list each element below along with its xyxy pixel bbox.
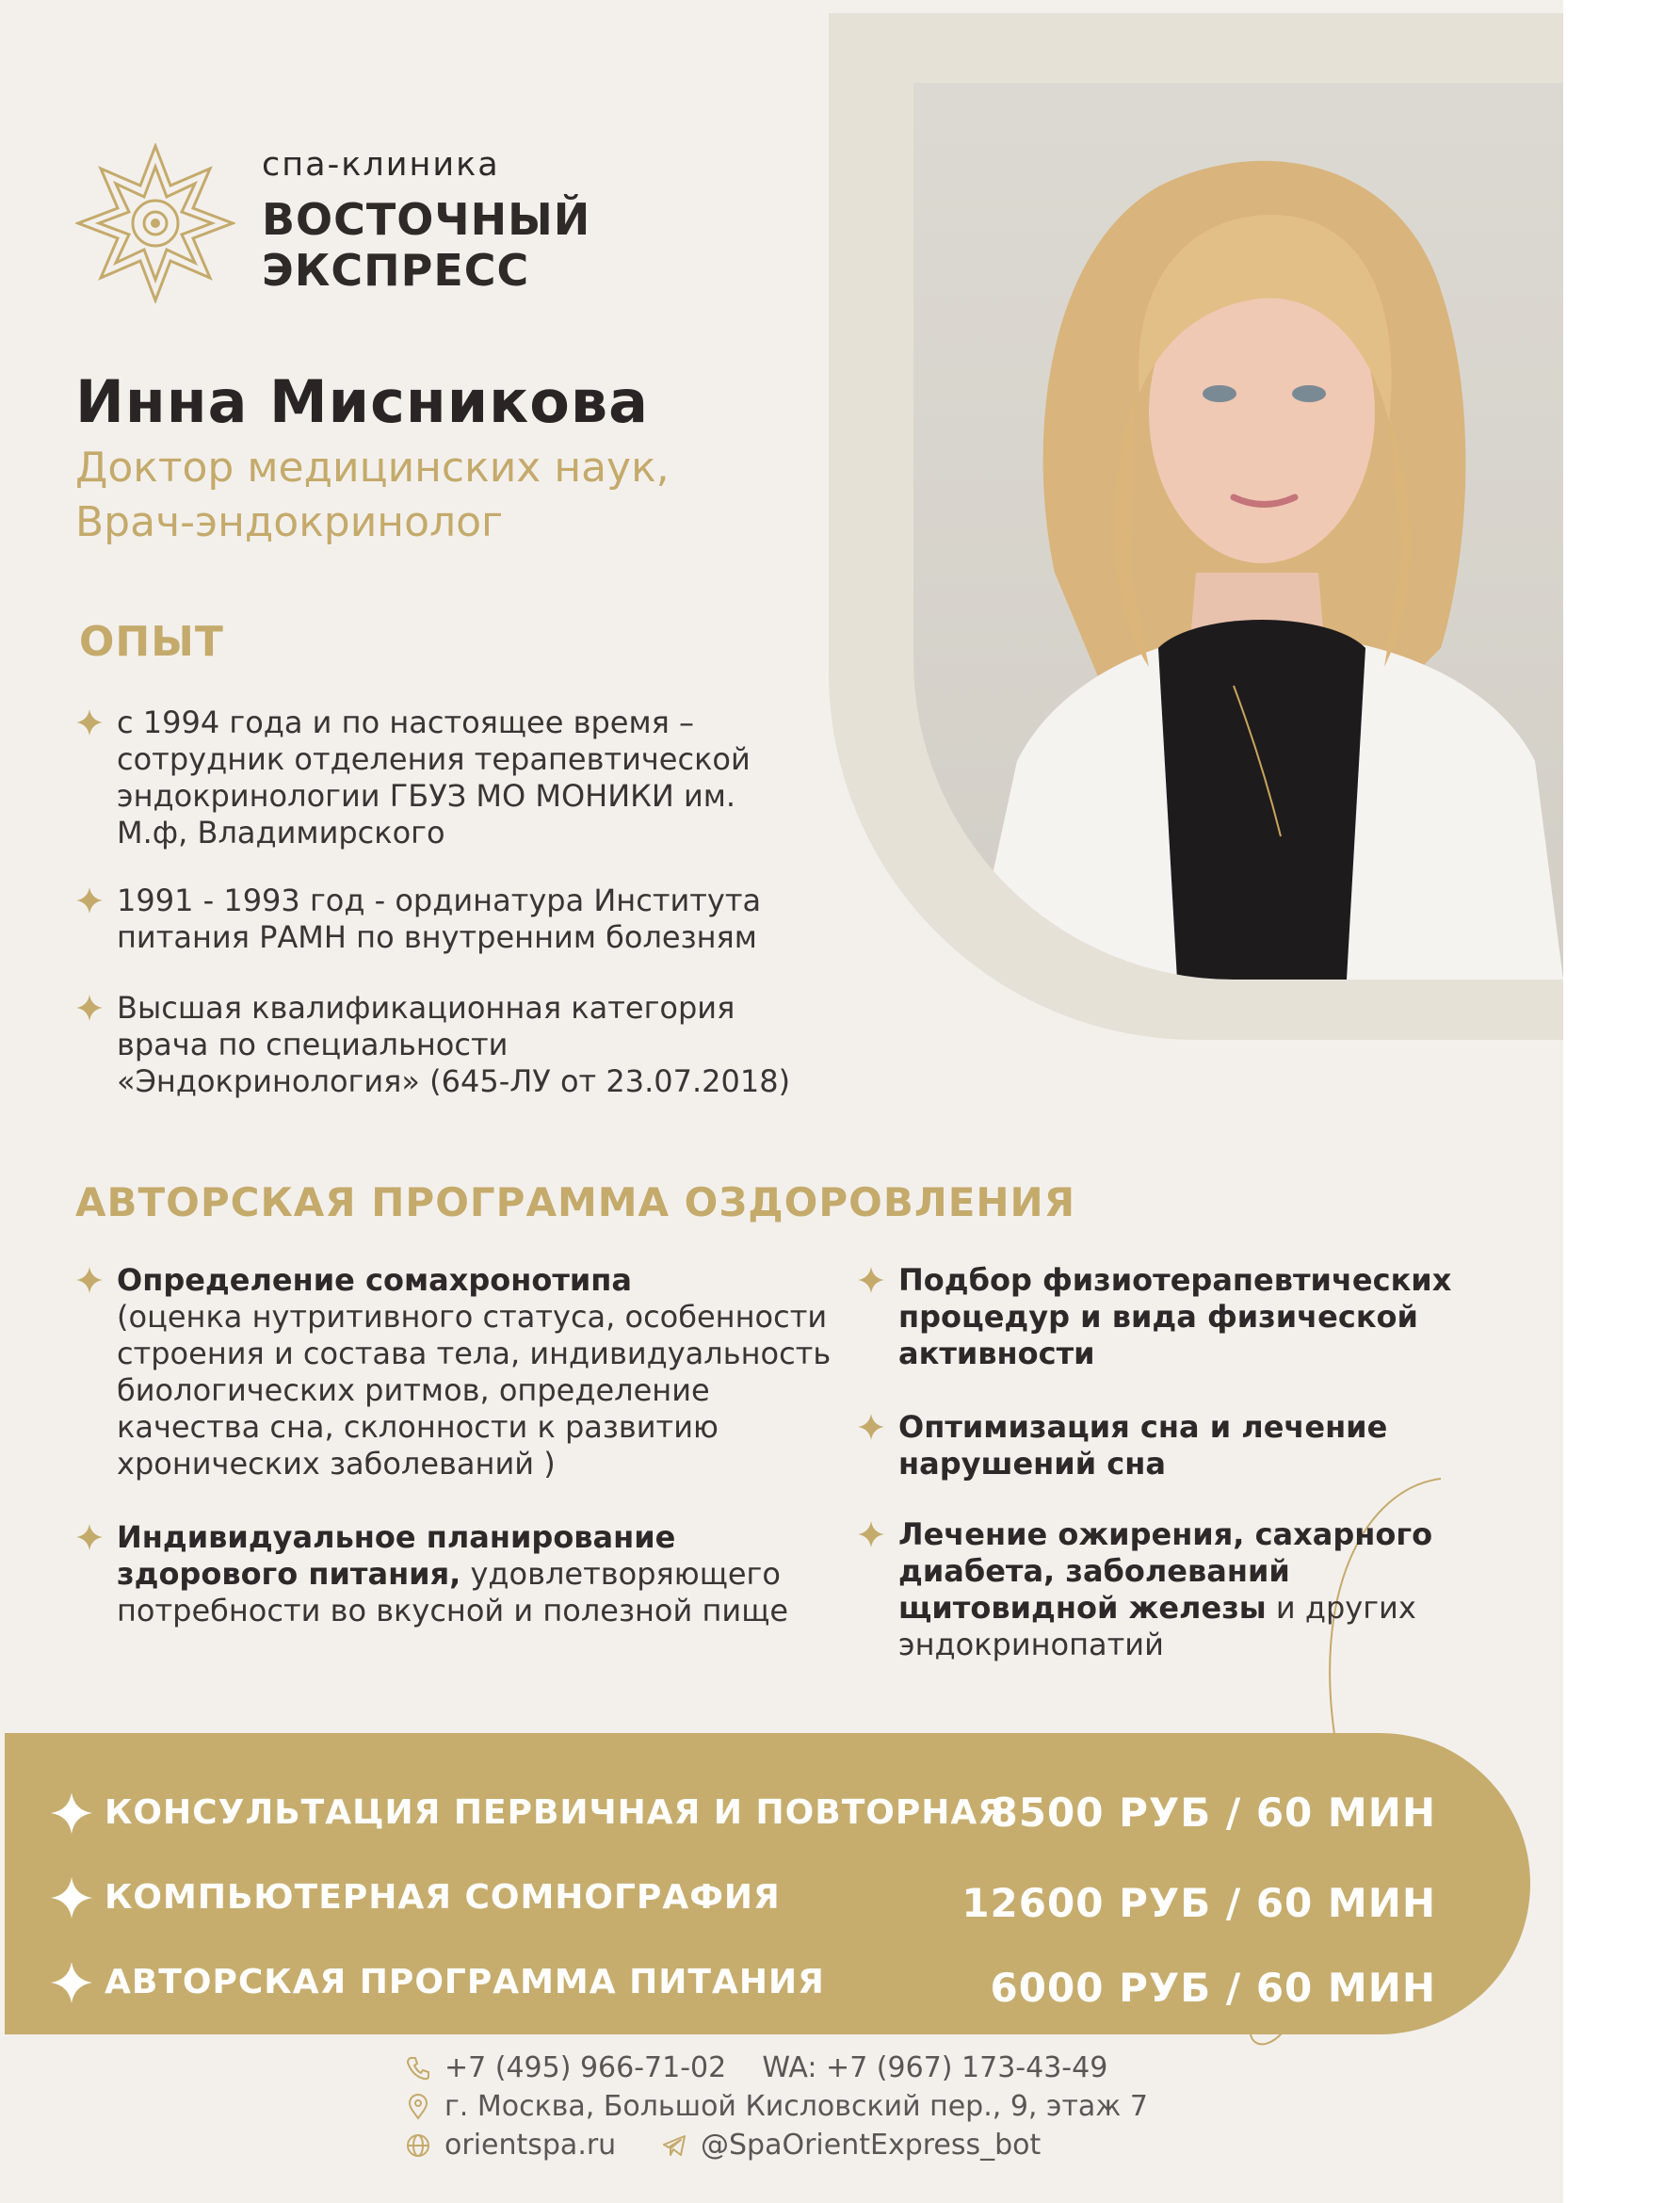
service-name: АВТОРСКАЯ ПРОГРАММА ПИТАНИЯ	[105, 1963, 825, 2001]
phone-link[interactable]: +7 (495) 966-71-02	[444, 2051, 727, 2084]
price-row	[5, 1872, 1530, 1929]
doctor-name: Инна Мисникова	[75, 367, 649, 436]
whatsapp-link[interactable]: WA: +7 (967) 173-43-49	[762, 2051, 1108, 2084]
brand-subtitle: спа-клиника	[262, 146, 500, 184]
phone-icon	[405, 2055, 431, 2082]
address-text: г. Москва, Большой Кисловский пер., 9, этаж 7	[444, 2090, 1148, 2123]
location-pin-icon	[405, 2094, 431, 2120]
sparkle-icon	[857, 1413, 885, 1441]
sparkle-icon	[75, 1266, 104, 1294]
sparkle-icon	[50, 1961, 93, 2004]
lotus-logo-icon	[75, 143, 235, 303]
experience-heading: ОПЫТ	[79, 618, 224, 666]
sparkle-icon	[75, 886, 104, 915]
sparkle-icon	[75, 708, 104, 737]
sparkle-icon	[857, 1520, 885, 1548]
sparkle-icon	[857, 1266, 885, 1294]
sparkle-icon	[50, 1876, 93, 1920]
service-price: 12600 РУБ / 60 МИН	[961, 1880, 1436, 1926]
service-price: 8500 РУБ / 60 МИН	[990, 1790, 1436, 1836]
website-link[interactable]: orientspa.ru	[444, 2129, 617, 2162]
telegram-icon	[661, 2132, 687, 2159]
service-name: КОНСУЛЬТАЦИЯ ПЕРВИЧНАЯ И ПОВТОРНАЯ	[105, 1793, 1005, 1832]
globe-icon	[405, 2132, 431, 2159]
service-name: КОМПЬЮТЕРНАЯ СОМНОГРАФИЯ	[105, 1878, 781, 1917]
price-row	[5, 1957, 1530, 2014]
page-margin	[1563, 0, 1680, 2203]
price-list	[5, 1733, 1530, 2034]
brand-name: ВОСТОЧНЫЙ ЭКСПРЕСС	[262, 194, 591, 296]
program-heading: АВТОРСКАЯ ПРОГРАММА ОЗДОРОВЛЕНИЯ	[75, 1179, 1076, 1225]
price-row	[5, 1788, 1530, 1844]
doctor-photo	[913, 83, 1563, 980]
sparkle-icon	[75, 1523, 104, 1551]
telegram-link[interactable]: @SpaOrientExpress_bot	[701, 2129, 1042, 2162]
doctor-title: Доктор медицинских наук, Врач-эндокринолог	[75, 444, 670, 546]
service-price: 6000 РУБ / 60 МИН	[990, 1965, 1436, 2011]
sparkle-icon	[75, 994, 104, 1022]
sparkle-icon	[50, 1791, 93, 1835]
